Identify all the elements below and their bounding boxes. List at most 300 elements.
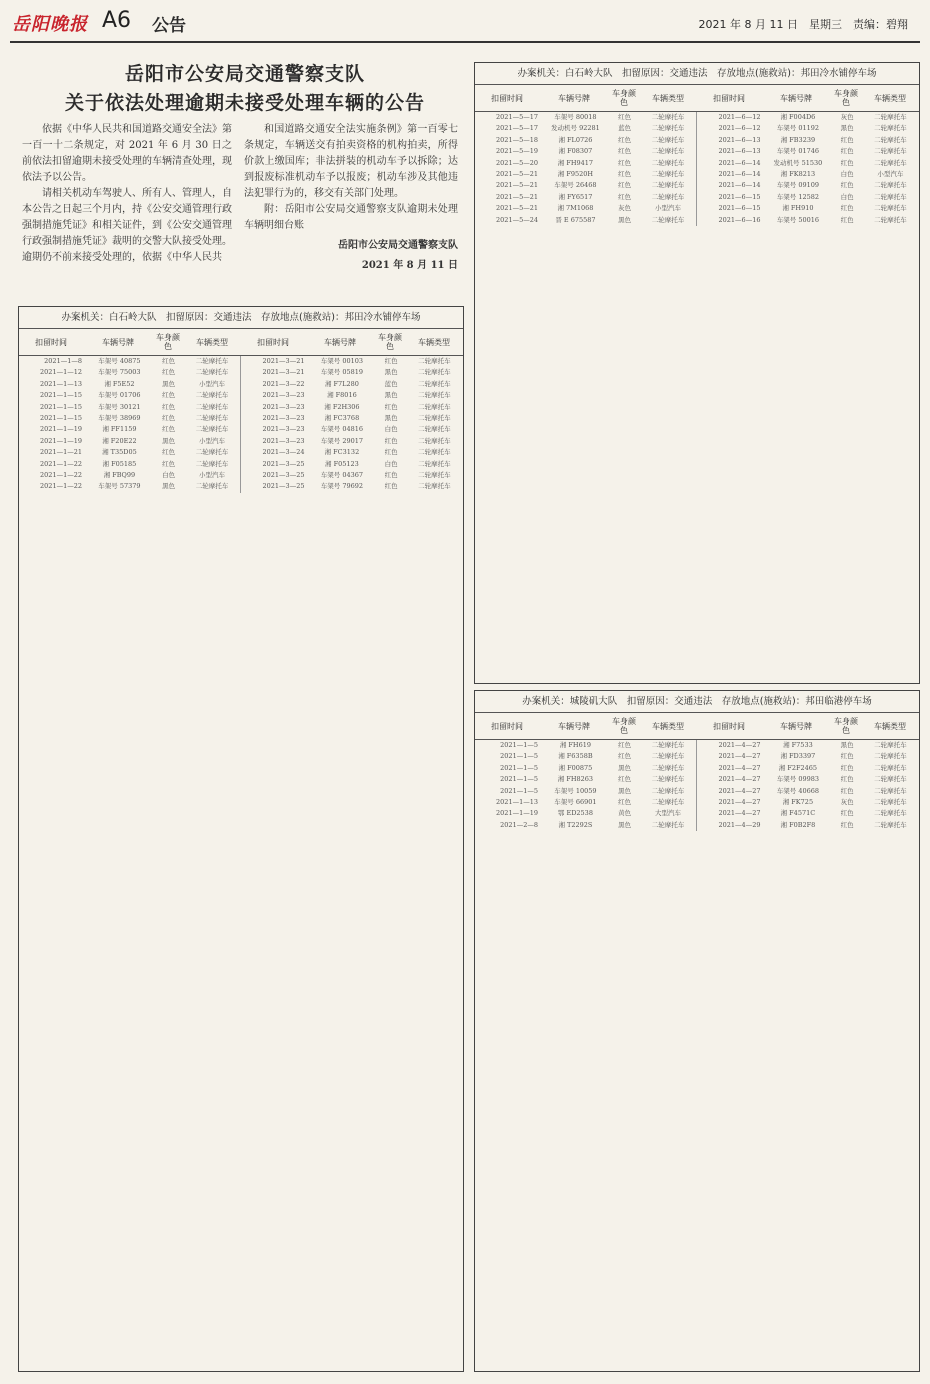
cell-type: 二轮摩托车 <box>651 820 685 829</box>
cell-plate: 车架号 01192 <box>776 124 820 133</box>
table-row <box>19 390 463 401</box>
table-title: 办案机关：白石岭大队 扣留原因：交通违法 存放地点(施救站)：邦田冷水铺停车场 <box>19 307 463 329</box>
cell-date: 2021—3—25 <box>240 470 307 481</box>
cell-plate: 湘 7M1068 <box>557 204 594 213</box>
col-type: 车辆类型 <box>418 337 450 347</box>
col-color: 车身颜色 <box>156 333 180 351</box>
cell-color: 黑色 <box>162 379 176 388</box>
table-row <box>19 447 463 458</box>
date-editor-line: 2021 年 8 月 11 日 星期三 责编：碧翔 <box>698 18 908 31</box>
table-rows <box>475 112 919 226</box>
cell-color: 红色 <box>162 413 176 422</box>
cell-type: 二轮摩托车 <box>874 124 907 133</box>
cell-date: 2021—4—27 <box>696 797 763 808</box>
cell-plate: 湘 F7L280 <box>324 379 359 388</box>
cell-type: 二轮摩托车 <box>651 158 685 167</box>
cell-color: 红色 <box>840 786 854 795</box>
cell-color: 黑色 <box>618 215 632 224</box>
cell-plate: 车架号 40668 <box>776 786 820 795</box>
section-name: 公告 <box>152 16 186 36</box>
cell-date: 2021—5—18 <box>496 135 538 144</box>
cell-plate: 车架号 29017 <box>320 436 364 445</box>
table-row <box>475 774 919 785</box>
cell-date: 2021—5—24 <box>496 215 538 224</box>
cell-plate: 车架号 50016 <box>776 215 820 224</box>
cell-plate: 湘 F4571C <box>780 809 816 818</box>
cell-date: 2021—4—29 <box>696 820 763 831</box>
cell-date: 2021—3—23 <box>240 436 307 447</box>
cell-type: 大型汽车 <box>654 809 681 818</box>
cell-color: 黄色 <box>618 809 632 818</box>
cell-plate: 车架号 75003 <box>98 368 141 377</box>
cell-color: 红色 <box>618 169 632 178</box>
cell-type: 二轮摩托车 <box>651 169 685 178</box>
table-row <box>475 797 919 808</box>
cell-date: 2021—4—27 <box>696 751 763 762</box>
cell-plate: 晋 E 675587 <box>555 215 596 224</box>
col-type: 车辆类型 <box>196 337 228 347</box>
cell-date: 2021—1—22 <box>40 482 82 491</box>
table-row <box>475 112 919 123</box>
cell-type: 二轮摩托车 <box>195 482 229 491</box>
cell-color: 灰色 <box>840 797 854 806</box>
table-header <box>475 713 919 740</box>
col-type: 车辆类型 <box>652 93 684 103</box>
cell-plate: 车架号 04816 <box>320 425 364 434</box>
cell-type: 二轮摩托车 <box>418 402 451 411</box>
cell-plate: 湘 FC3132 <box>324 448 360 457</box>
cell-plate: 湘 FB3239 <box>780 135 816 144</box>
cell-plate: 湘 T2292S <box>558 820 593 829</box>
title-line-2: 关于依法处理逾期未接受处理车辆的公告 <box>64 92 425 114</box>
cell-plate: 车架号 00103 <box>320 357 364 365</box>
table-header <box>19 329 463 356</box>
cell-color: 红色 <box>384 402 398 411</box>
table-row <box>475 763 919 774</box>
cell-color: 黑色 <box>618 820 632 829</box>
cell-color: 红色 <box>840 158 854 167</box>
cell-type: 二轮摩托车 <box>418 391 451 400</box>
notice-sign-date: 2021 年 8 月 11 日 <box>361 260 458 271</box>
col-date: 扣留时间 <box>713 721 745 731</box>
col-date: 扣留时间 <box>491 93 523 103</box>
cell-type: 二轮摩托车 <box>651 113 685 121</box>
cell-plate: 发动机号 51530 <box>773 158 823 167</box>
cell-color: 红色 <box>840 809 854 818</box>
table-row <box>475 751 919 762</box>
cell-color: 红色 <box>162 368 176 377</box>
cell-plate: 湘 FF1159 <box>102 425 137 434</box>
cell-type: 二轮摩托车 <box>418 425 451 434</box>
cell-color: 红色 <box>618 135 632 144</box>
cell-date: 2021—5—17 <box>496 113 538 121</box>
cell-color: 黑色 <box>162 436 176 445</box>
vehicle-table-bsl-1 <box>18 306 464 1372</box>
cell-color: 红色 <box>162 391 176 400</box>
cell-date: 2021—3—24 <box>240 447 307 458</box>
table-row <box>19 481 463 492</box>
table-title: 办案机关：白石岭大队 扣留原因：交通违法 存放地点(施救站)：邦田冷水铺停车场 <box>475 63 919 85</box>
cell-date: 2021—6—13 <box>696 146 763 157</box>
cell-type: 二轮摩托车 <box>651 741 685 749</box>
cell-color: 红色 <box>618 147 632 156</box>
header-rule <box>10 41 920 43</box>
cell-color: 白色 <box>840 192 854 201</box>
cell-type: 二轮摩托车 <box>195 448 229 457</box>
col-plate: 车辆号牌 <box>324 337 356 347</box>
cell-type: 二轮摩托车 <box>418 482 451 491</box>
cell-color: 灰色 <box>618 204 632 213</box>
cell-date: 2021—1—8 <box>44 357 82 365</box>
cell-type: 二轮摩托车 <box>874 741 907 749</box>
cell-type: 二轮摩托车 <box>874 797 907 806</box>
cell-type: 二轮摩托车 <box>195 459 229 468</box>
cell-date: 2021—6—15 <box>696 192 763 203</box>
cell-type: 二轮摩托车 <box>418 448 451 457</box>
cell-date: 2021—5—19 <box>496 147 538 156</box>
cell-plate: 车架号 12582 <box>776 192 820 201</box>
page-number: A6 <box>102 8 132 33</box>
cell-plate: 湘 FH9417 <box>557 158 594 167</box>
cell-plate: 湘 F20E22 <box>102 436 137 445</box>
cell-plate: 车架号 01706 <box>98 391 141 400</box>
cell-color: 黑色 <box>840 741 854 749</box>
table-rows <box>19 356 463 493</box>
cell-color: 黑色 <box>840 124 854 133</box>
cell-date: 2021—3—22 <box>240 379 307 390</box>
cell-type: 二轮摩托车 <box>418 368 451 377</box>
table-row <box>19 436 463 447</box>
cell-type: 二轮摩托车 <box>874 215 907 224</box>
col-type: 车辆类型 <box>874 93 906 103</box>
cell-type: 二轮摩托车 <box>651 192 685 201</box>
cell-date: 2021—1—19 <box>40 436 82 445</box>
cell-date: 2021—3—23 <box>240 390 307 401</box>
col-date: 扣留时间 <box>713 93 745 103</box>
cell-date: 2021—1—21 <box>40 448 82 457</box>
cell-plate: 湘 FH8263 <box>557 775 594 784</box>
cell-date: 2021—3—23 <box>240 424 307 435</box>
cell-date: 2021—1—5 <box>500 763 538 772</box>
cell-plate: 车架号 80018 <box>554 113 597 121</box>
cell-color: 红色 <box>840 147 854 156</box>
col-plate: 车辆号牌 <box>558 721 590 731</box>
cell-plate: 湘 F2F2465 <box>778 763 818 772</box>
cell-type: 二轮摩托车 <box>651 124 685 133</box>
cell-type: 二轮摩托车 <box>418 413 451 422</box>
cell-plate: 车架号 38969 <box>98 413 141 422</box>
cell-type: 二轮摩托车 <box>651 786 685 795</box>
table-row <box>475 740 919 751</box>
cell-date: 2021—1—15 <box>40 413 82 422</box>
cell-date: 2021—5—17 <box>496 124 538 133</box>
cell-type: 二轮摩托车 <box>651 147 685 156</box>
cell-date: 2021—5—21 <box>496 192 538 201</box>
cell-plate: 车架号 10059 <box>554 786 597 795</box>
cell-color: 红色 <box>840 775 854 784</box>
cell-color: 红色 <box>384 482 398 491</box>
table-row <box>475 180 919 191</box>
cell-type: 二轮摩托车 <box>874 763 907 772</box>
table-header <box>475 85 919 112</box>
cell-color: 灰色 <box>840 113 854 121</box>
table-row <box>475 820 919 831</box>
cell-plate: 车架号 40875 <box>98 357 141 365</box>
cell-plate: 湘 FD3397 <box>780 752 816 761</box>
cell-color: 黑色 <box>384 413 398 422</box>
cell-type: 二轮摩托车 <box>195 425 229 434</box>
table-row <box>475 158 919 169</box>
cell-color: 红色 <box>840 135 854 144</box>
cell-date: 2021—1—22 <box>40 459 82 468</box>
notice-attachment: 附：岳阳市公安局交通警察支队逾期未处理车辆明细台账 <box>244 204 458 231</box>
cell-type: 二轮摩托车 <box>874 775 907 784</box>
col-color: 车身颜色 <box>612 89 636 107</box>
cell-plate: 车架号 05819 <box>320 368 364 377</box>
table-row <box>475 192 919 203</box>
cell-date: 2021—6—14 <box>696 169 763 180</box>
cell-plate: 车架号 30121 <box>98 402 141 411</box>
cell-type: 二轮摩托车 <box>418 436 451 445</box>
cell-type: 小型汽车 <box>198 470 225 479</box>
cell-color: 蓝色 <box>384 379 398 388</box>
cell-date: 2021—1—19 <box>40 425 82 434</box>
cell-plate: 车架号 04367 <box>320 470 364 479</box>
table-row <box>475 203 919 214</box>
table-row <box>475 169 919 180</box>
table-row <box>19 459 463 470</box>
cell-type: 二轮摩托车 <box>874 820 907 829</box>
table-row <box>475 135 919 146</box>
table-row <box>475 123 919 134</box>
cell-plate: 湘 FL0726 <box>558 135 593 144</box>
col-type: 车辆类型 <box>652 721 684 731</box>
cell-date: 2021—6—16 <box>696 215 763 226</box>
cell-type: 二轮摩托车 <box>195 391 229 400</box>
col-color: 车身颜色 <box>612 717 636 735</box>
cell-date: 2021—1—13 <box>40 379 82 388</box>
cell-plate: 车架号 57379 <box>98 482 141 491</box>
cell-type: 二轮摩托车 <box>651 752 685 761</box>
col-date: 扣留时间 <box>35 337 67 347</box>
col-date: 扣留时间 <box>257 337 289 347</box>
cell-color: 红色 <box>840 752 854 761</box>
cell-type: 二轮摩托车 <box>195 402 229 411</box>
notice-paragraph: 依据《中华人民共和国道路交通安全法》第一百一十二条规定，对 2021 年 6 月 30 日之前依法扣留逾期未接受处理的车辆清查处理，现依法予以公告。 <box>22 124 232 183</box>
cell-type: 二轮摩托车 <box>874 158 907 167</box>
notice-paragraph: 请相关机动车驾驶人、所有人、管理人，自本公告之日起三个月内，持《公安交通管理行政强制措施凭证》和相关证件，到《公安交通管理行政强制措施凭证》裁明的交警大队接受处理。逾期仍不前来接受处理的，依据《中华人民共 <box>22 188 232 263</box>
cell-plate: 湘 T35D05 <box>102 448 137 457</box>
cell-date: 2021—1—22 <box>40 470 82 479</box>
cell-plate: 车架号 09109 <box>776 181 820 190</box>
table-row <box>19 424 463 435</box>
table-row <box>475 786 919 797</box>
cell-date: 2021—3—23 <box>240 413 307 424</box>
cell-color: 红色 <box>384 470 398 479</box>
cell-plate: 车架号 01746 <box>776 147 820 156</box>
cell-type: 二轮摩托车 <box>874 113 907 121</box>
cell-type: 二轮摩托车 <box>874 786 907 795</box>
cell-date: 2021—3—25 <box>240 481 307 492</box>
cell-type: 二轮摩托车 <box>651 763 685 772</box>
table-row <box>19 402 463 413</box>
cell-color: 蓝色 <box>618 124 632 133</box>
cell-date: 2021—1—15 <box>40 391 82 400</box>
cell-color: 黑色 <box>162 482 176 491</box>
cell-color: 白色 <box>840 169 854 178</box>
cell-date: 2021—6—13 <box>696 135 763 146</box>
cell-color: 红色 <box>384 357 398 365</box>
cell-plate: 湘 F08307 <box>558 147 593 156</box>
cell-date: 2021—1—19 <box>496 809 538 818</box>
col-plate: 车辆号牌 <box>780 93 812 103</box>
col-plate: 车辆号牌 <box>102 337 134 347</box>
cell-plate: 湘 FH619 <box>559 741 591 749</box>
cell-date: 2021—4—27 <box>696 740 763 751</box>
table-row <box>19 367 463 378</box>
cell-color: 红色 <box>618 192 632 201</box>
cell-plate: 发动机号 92281 <box>551 124 600 133</box>
cell-date: 2021—4—27 <box>696 763 763 774</box>
cell-date: 2021—4—27 <box>696 808 763 819</box>
cell-type: 二轮摩托车 <box>195 357 229 365</box>
cell-type: 二轮摩托车 <box>874 192 907 201</box>
col-plate: 车辆号牌 <box>558 93 590 103</box>
cell-plate: 湘 F0B2F8 <box>780 820 816 829</box>
cell-plate: 湘 F7533 <box>783 741 813 749</box>
table-row <box>475 808 919 819</box>
cell-plate: 车架号 66901 <box>554 797 597 806</box>
col-color: 车身颜色 <box>378 333 402 351</box>
cell-plate: 湘 F8016 <box>327 391 357 400</box>
cell-color: 红色 <box>162 357 176 365</box>
cell-plate: 湘 FH910 <box>782 204 814 213</box>
cell-color: 红色 <box>618 797 632 806</box>
cell-color: 白色 <box>384 459 398 468</box>
cell-color: 红色 <box>162 402 176 411</box>
cell-color: 红色 <box>162 459 176 468</box>
cell-date: 2021—6—12 <box>696 123 763 134</box>
cell-date: 2021—5—20 <box>496 158 538 167</box>
table-title: 办案机关：城陵矶大队 扣留原因：交通违法 存放地点(施救站)：邦田临港停车场 <box>475 691 919 713</box>
cell-color: 红色 <box>618 113 632 121</box>
cell-type: 二轮摩托车 <box>874 181 907 190</box>
cell-color: 红色 <box>384 436 398 445</box>
cell-date: 2021—3—25 <box>240 459 307 470</box>
cell-date: 2021—2—8 <box>500 820 538 829</box>
cell-date: 2021—6—14 <box>696 158 763 169</box>
title-line-1: 岳阳市公安局交通警察支队 <box>124 63 365 85</box>
cell-plate: 车架号 26468 <box>554 181 597 190</box>
cell-plate: 车架号 79692 <box>320 482 364 491</box>
table-row <box>19 470 463 481</box>
cell-plate: 湘 F05185 <box>102 459 137 468</box>
cell-plate: 湘 F2H306 <box>324 402 360 411</box>
vehicle-table-clj <box>474 690 920 1372</box>
cell-type: 小型汽车 <box>877 169 904 178</box>
cell-color: 红色 <box>618 158 632 167</box>
cell-type: 二轮摩托车 <box>651 215 685 224</box>
table-rows <box>475 740 919 831</box>
cell-plate: 湘 F004D6 <box>780 113 816 121</box>
cell-color: 白色 <box>384 425 398 434</box>
cell-date: 2021—6—15 <box>696 203 763 214</box>
col-plate: 车辆号牌 <box>780 721 812 731</box>
cell-type: 小型汽车 <box>198 379 225 388</box>
cell-type: 二轮摩托车 <box>874 204 907 213</box>
cell-type: 二轮摩托车 <box>195 413 229 422</box>
cell-type: 二轮摩托车 <box>651 135 685 144</box>
cell-type: 二轮摩托车 <box>874 147 907 156</box>
cell-date: 2021—3—21 <box>240 367 307 378</box>
cell-plate: 湘 F5E52 <box>104 379 135 388</box>
cell-color: 黑色 <box>618 763 632 772</box>
table-row <box>475 215 919 226</box>
cell-color: 红色 <box>162 425 176 434</box>
cell-plate: 车架号 09983 <box>776 775 820 784</box>
col-date: 扣留时间 <box>491 721 523 731</box>
cell-type: 二轮摩托车 <box>874 809 907 818</box>
cell-date: 2021—5—21 <box>496 169 538 178</box>
cell-color: 黑色 <box>384 391 398 400</box>
page-header <box>0 0 930 44</box>
notice-signer: 岳阳市公安局交通警察支队 <box>338 240 458 251</box>
cell-type: 二轮摩托车 <box>874 752 907 761</box>
table-row <box>19 356 463 367</box>
cell-color: 白色 <box>162 470 176 479</box>
cell-color: 红色 <box>618 752 632 761</box>
cell-color: 红色 <box>840 820 854 829</box>
col-color: 车身颜色 <box>834 717 858 735</box>
cell-type: 二轮摩托车 <box>418 470 451 479</box>
cell-plate: 湘 F00875 <box>558 763 593 772</box>
cell-plate: 湘 F9520H <box>557 169 594 178</box>
cell-color: 红色 <box>840 204 854 213</box>
cell-plate: 湘 FY6517 <box>558 192 593 201</box>
cell-date: 2021—1—5 <box>500 752 538 761</box>
cell-date: 2021—1—5 <box>500 775 538 784</box>
cell-color: 红色 <box>840 215 854 224</box>
cell-type: 二轮摩托车 <box>418 357 451 365</box>
cell-date: 2021—1—5 <box>500 786 538 795</box>
cell-date: 2021—1—5 <box>500 741 538 749</box>
cell-date: 2021—4—27 <box>696 774 763 785</box>
cell-date: 2021—6—14 <box>696 180 763 191</box>
cell-plate: 湘 FK725 <box>782 797 814 806</box>
table-row <box>19 379 463 390</box>
cell-date: 2021—3—23 <box>240 402 307 413</box>
cell-date: 2021—5—21 <box>496 181 538 190</box>
cell-type: 二轮摩托车 <box>418 379 451 388</box>
cell-color: 红色 <box>618 775 632 784</box>
cell-type: 二轮摩托车 <box>418 459 451 468</box>
col-color: 车身颜色 <box>834 89 858 107</box>
cell-type: 小型汽车 <box>654 204 681 213</box>
table-row <box>19 413 463 424</box>
cell-date: 2021—4—27 <box>696 786 763 797</box>
notice-body-col2 <box>244 122 458 274</box>
cell-plate: 湘 FBQ99 <box>103 470 136 479</box>
col-type: 车辆类型 <box>874 721 906 731</box>
cell-date: 2021—6—12 <box>696 112 763 123</box>
cell-plate: 湘 FK8213 <box>780 169 816 178</box>
cell-date: 2021—1—15 <box>40 402 82 411</box>
cell-type: 二轮摩托车 <box>651 181 685 190</box>
cell-date: 2021—1—13 <box>496 797 538 806</box>
cell-color: 红色 <box>618 741 632 749</box>
cell-color: 黑色 <box>618 786 632 795</box>
cell-color: 黑色 <box>384 368 398 377</box>
